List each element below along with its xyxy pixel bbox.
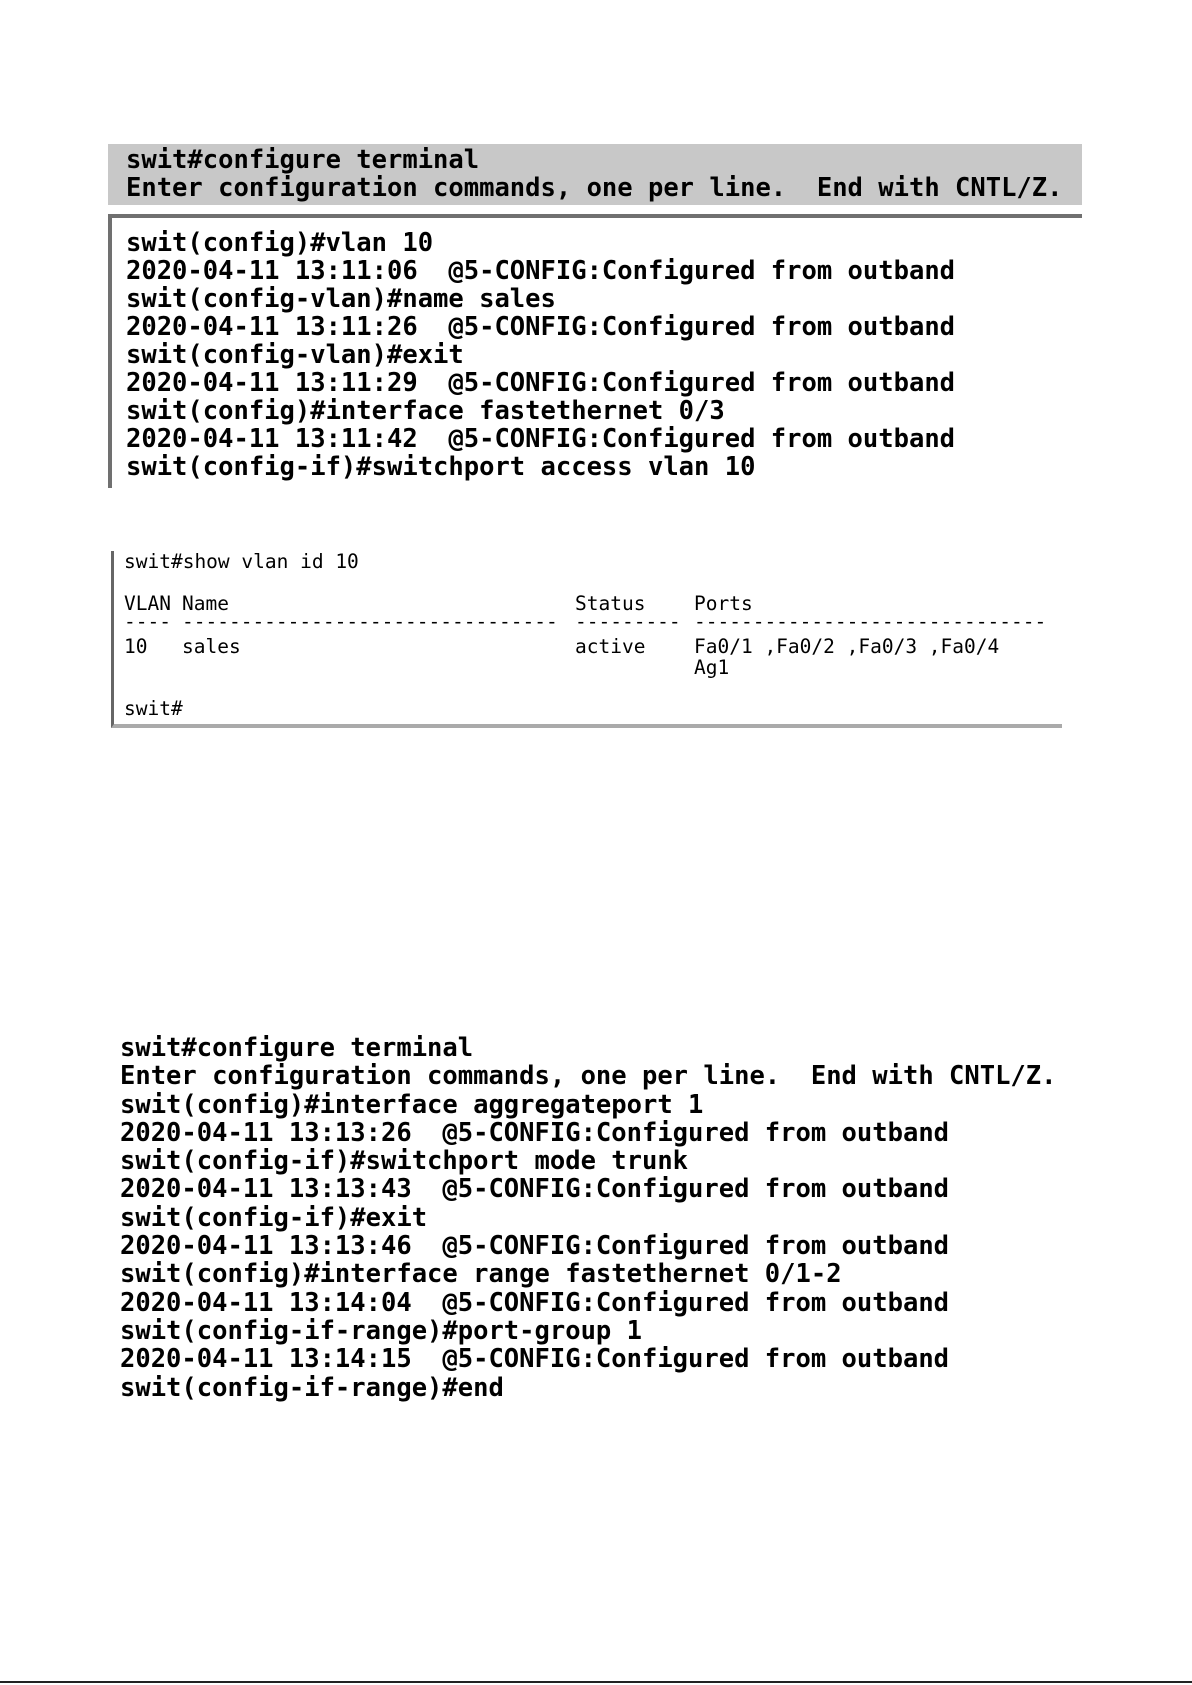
- terminal-line: swit(config)#vlan 10: [126, 228, 434, 258]
- terminal-line: swit(config)#interface fastethernet 0/3: [126, 396, 725, 426]
- page-divider: [0, 1681, 1192, 1683]
- terminal-output-panel: [108, 214, 1082, 488]
- separator-ports: ------------------------------: [694, 610, 1047, 633]
- terminal-line: Enter configuration commands, one per line. End with CNTL/Z.: [120, 1061, 1057, 1092]
- terminal-line: swit(config-vlan)#name sales: [126, 284, 556, 314]
- terminal-line: swit(config-vlan)#exit: [126, 340, 464, 370]
- terminal-line: 2020-04-11 13:13:26 @5-CONFIG:Configured from outband: [120, 1117, 950, 1148]
- separator-name: --------------------------------: [182, 610, 558, 633]
- column-header-ports: Ports: [694, 592, 753, 615]
- prompt-line: swit#: [124, 697, 183, 720]
- terminal-line: 2020-04-11 13:14:15 @5-CONFIG:Configured from outband: [120, 1344, 950, 1375]
- terminal-line: swit(config)#interface aggregateport 1: [120, 1089, 704, 1120]
- command-line: swit#show vlan id 10: [124, 551, 359, 573]
- terminal-line: swit(config)#interface range fastethernet 0/1-2: [120, 1259, 842, 1290]
- terminal-line: swit(config-if)#switchport access vlan 10: [126, 452, 756, 482]
- terminal-output-panel-aggregate: [120, 1034, 1100, 1404]
- cell-vlan-id: 10: [124, 635, 148, 658]
- terminal-line: swit(config-if-range)#port-group 1: [120, 1315, 642, 1346]
- terminal-header-panel: [108, 144, 1082, 205]
- cell-vlan-name: sales: [182, 635, 241, 658]
- terminal-line: 2020-04-11 13:11:29 @5-CONFIG:Configured from outband: [126, 368, 956, 398]
- terminal-line: 2020-04-11 13:13:46 @5-CONFIG:Configured from outband: [120, 1231, 950, 1262]
- show-vlan-panel: [111, 551, 1062, 728]
- terminal-line: Enter configuration commands, one per line. End with CNTL/Z.: [126, 173, 1063, 203]
- terminal-line: swit#configure terminal: [126, 145, 480, 175]
- cell-vlan-ports-continued: Ag1: [694, 656, 730, 679]
- terminal-line: swit(config-if)#exit: [120, 1202, 428, 1233]
- terminal-line: swit(config-if-range)#end: [120, 1372, 504, 1403]
- terminal-line: 2020-04-11 13:11:06 @5-CONFIG:Configured from outband: [126, 256, 956, 286]
- cell-vlan-status: active: [575, 635, 646, 658]
- terminal-line: swit(config-if)#switchport mode trunk: [120, 1146, 689, 1177]
- column-header-name: Name: [182, 592, 229, 615]
- column-header-status: Status: [575, 592, 646, 615]
- cell-vlan-ports: Fa0/1 ,Fa0/2 ,Fa0/3 ,Fa0/4: [694, 635, 1000, 658]
- terminal-line: 2020-04-11 13:11:26 @5-CONFIG:Configured from outband: [126, 312, 956, 342]
- terminal-line: 2020-04-11 13:13:43 @5-CONFIG:Configured from outband: [120, 1174, 950, 1205]
- separator-vlan: ----: [124, 610, 171, 633]
- column-header-vlan: VLAN: [124, 592, 171, 615]
- terminal-line: 2020-04-11 13:14:04 @5-CONFIG:Configured from outband: [120, 1287, 950, 1318]
- terminal-line: 2020-04-11 13:11:42 @5-CONFIG:Configured from outband: [126, 424, 956, 454]
- terminal-line: swit#configure terminal: [120, 1034, 474, 1063]
- separator-status: ---------: [575, 610, 681, 633]
